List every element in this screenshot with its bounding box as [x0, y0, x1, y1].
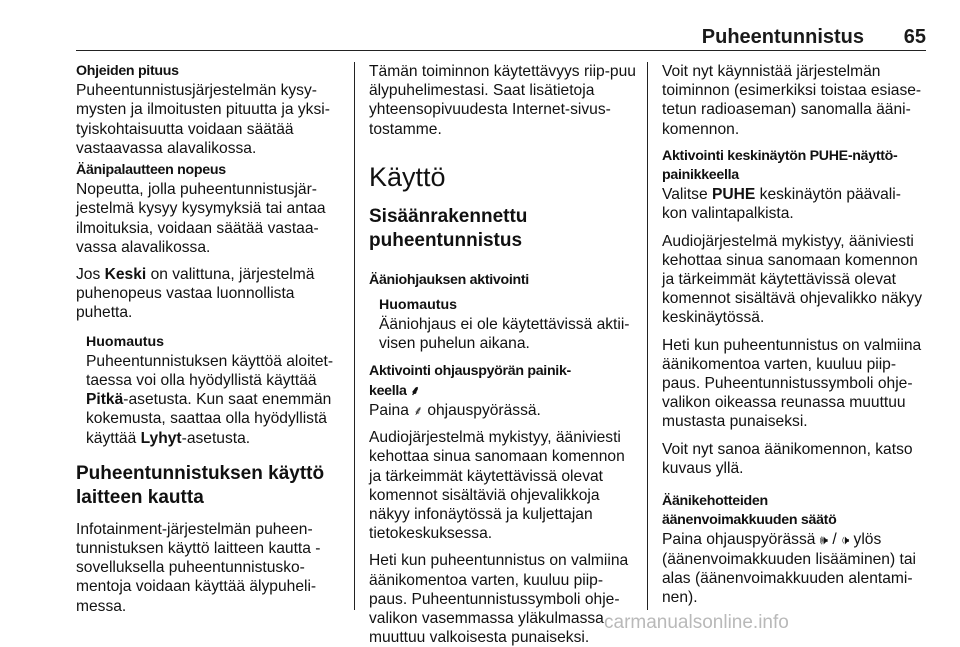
paragraph: Voit nyt sanoa äänikomennon, katso kuvaus yllä. — [662, 440, 913, 477]
watermark: carmanualsonline.info — [604, 612, 789, 633]
paragraph — [662, 530, 926, 607]
heading-line: puheentunnistus — [369, 229, 523, 251]
subheading-aaniohjauksen-aktivointi: Ääniohjauksen aktivointi — [369, 271, 529, 288]
text: Puheentunnistuksen käyttöä aloitet-taessa voi olla hyödyllistä käyttää — [86, 352, 334, 390]
menu-term: PUHE — [711, 186, 756, 204]
heading-line: keella — [369, 382, 411, 399]
paragraph: Heti kun puheentunnistus on valmiina äänikomentoa varten, kuuluu piip-paus. Puheentunnistussymboli ohje-valikon vasemmassa yläkulmassa muuttuu valkoisesta punaiseksi. — [369, 552, 629, 647]
heading-line: Äänikehotteiden — [662, 493, 768, 510]
paragraph: Heti kun puheentunnistus on valmiina äänikomentoa varten, kuuluu piip-paus. Puheentunnistussymboli ohje-valikon oikeassa reunassa muuttuu mustasta punaiseksi. — [662, 336, 922, 431]
text: -asetusta. — [181, 429, 251, 447]
paragraph: Puheentunnistusjärjestelmän kysy-mysten ja ilmoitusten pituutta ja yksi-tyiskohtaisuutta voidaan säätää vastaavassa alavalikossa. — [76, 82, 330, 157]
voice-icon: ⸙ — [410, 382, 420, 398]
menu-term: Lyhyt — [140, 429, 182, 447]
paragraph: Audiojärjestelmä mykistyy, ääniviesti kehottaa sinua sanomaan komennon ja tärkeimmät käytettävissä olevat komennot sisältävä ohjevalikko näkyy keskinäytössä. — [662, 232, 923, 327]
text: on valittuna, järjestelmä puhenopeus vastaa luonnollista puhetta. — [76, 266, 315, 322]
volume-down-icon: 🕩 — [840, 532, 850, 548]
paragraph: Audiojärjestelmä mykistyy, ääniviesti kehottaa sinua sanomaan komennon ja tärkeimmät käytettävissä olevat komennot sisältäviä ohjevalikkoja näkyy infonäytössä ja kuljettajan tietokeskuksessa. — [369, 429, 625, 543]
note-box — [76, 333, 348, 448]
heading-line: Puheentunnistuksen käyttö — [76, 462, 325, 484]
chapter-heading: Käyttö — [369, 161, 446, 192]
section-heading — [369, 205, 637, 253]
note-text: Ääniohjaus ei ole käytettävissä aktii-visen puhelun aikana. — [379, 316, 630, 353]
voice-icon: ⸙ — [413, 403, 423, 419]
page-number: 65 — [903, 26, 926, 48]
volume-up-icon: 🕪 — [819, 532, 828, 548]
text: Valitse — [662, 186, 712, 204]
heading-line: laitteen kautta — [76, 486, 204, 508]
paragraph: Nopeutta, jolla puheentunnistusjär-jestelmä kysyy kysymyksiä tai antaa ilmoituksia, voidaan säätää vastaa-vassa alavalikossa. — [76, 181, 326, 256]
note-box — [369, 296, 637, 354]
column-1 — [76, 62, 348, 616]
note-heading: Huomautus — [379, 297, 458, 314]
paragraph: Infotainment-järjestelmän puheen-tunnistuksen käyttö laitteen kautta -sovelluksella puheentunnistusko-mentoja voidaan käyttää älypuheli-messa. — [76, 520, 321, 615]
note-text — [86, 352, 348, 448]
subheading-aanipalautteen-nopeus: Äänipalautteen nopeus — [76, 162, 226, 179]
subheading-aanikehotteiden-saato — [662, 492, 926, 530]
subheading-aktivointi-keskinaytto: Aktivointi keskinäytön PUHE-näyttö-painikkeella — [662, 147, 898, 184]
text: / — [827, 531, 841, 549]
paragraph: Voit nyt käynnistää järjestelmän toiminnon (esimerkiksi toistaa esiase-tetun radioaseman) sanomalla ääni-komennon. — [662, 63, 922, 138]
column-2 — [369, 62, 637, 647]
paragraph: Tämän toiminnon käytettävyys riip-puu älypuhelimestasi. Saat lisätietoja yhteensopivuudesta Internet-sivus-tostamme. — [369, 63, 636, 138]
column-divider-2 — [647, 62, 648, 610]
subheading-aktivointi-ohjauspyora — [369, 362, 637, 401]
text: keskinäytön päävali-kon valintapalkista. — [662, 186, 901, 223]
header-divider — [76, 50, 926, 51]
heading-line: Sisäänrakennettu — [369, 205, 528, 227]
paragraph — [662, 185, 926, 223]
column-divider-1 — [354, 62, 355, 610]
heading-line: Aktivointi ohjauspyörän painik- — [369, 362, 571, 379]
section-heading — [76, 462, 348, 510]
note-heading: Huomautus — [86, 333, 165, 350]
subheading-ohjeiden-pituus: Ohjeiden pituus — [76, 63, 179, 79]
page-title: Puheentunnistus — [701, 26, 864, 48]
text: Paina ohjauspyörässä — [662, 531, 820, 549]
text: Paina — [369, 402, 414, 420]
paragraph — [369, 401, 637, 420]
column-3 — [662, 62, 926, 607]
text: ohjauspyörässä. — [422, 402, 541, 420]
text: Jos — [76, 266, 105, 284]
page-header — [76, 26, 926, 50]
paragraph — [76, 265, 348, 323]
heading-line: äänenvoimakkuuden säätö — [662, 512, 837, 529]
menu-term: Pitkä — [86, 391, 124, 409]
menu-term: Keski — [104, 266, 147, 284]
text: -asetusta. Kun saat enemmän kokemusta, saattaa olla hyödyllistä käyttää — [86, 391, 332, 447]
text: ylös (äänenvoimakkuuden lisääminen) tai alas (äänenvoimakkuuden alentami-nen). — [662, 531, 916, 607]
